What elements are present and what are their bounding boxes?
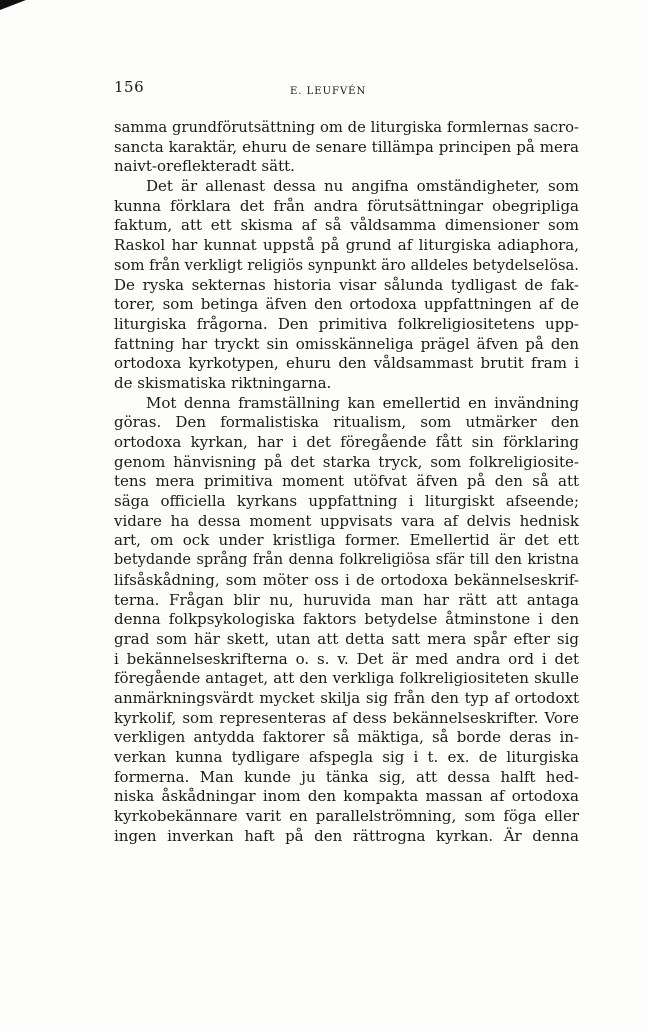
text-line: kyrkobekännare varit en parallelströmning, som föga eller [114,807,579,826]
text-line: ortodoxa kyrkotypen, ehuru den våldsammast brutit fram i [114,354,579,373]
page-number: 156 [114,78,145,96]
text-line: anmärkningsvärdt mycket skilja sig från den typ af ortodoxt [114,688,579,707]
text-line: ingen inverkan haft på den rättrogna kyrkan. Är denna [114,826,579,845]
text-line: ortodoxa kyrkan, har i det föregående fått sin förklaring [114,433,579,451]
text-line: Raskol har kunnat uppstå på grund af liturgiska adiaphora, [114,236,579,255]
text-line: genom hänvisning på det starka tryck, som folkreligiosite- [114,452,579,471]
text-line: de skismatiska riktningarna. [114,373,332,392]
text-line: verkligen antydda faktorer så mäktiga, så borde deras in- [114,728,579,747]
text-line: terna. Frågan blir nu, huruvida man har rätt att antaga [114,590,579,609]
text-line: göras. Den formalistiska ritualism, som utmärker den [114,413,579,432]
text-line: kunna förklara det från andra förutsättningar obegripliga [114,196,579,215]
text-line: faktum, att ett skisma af så våldsamma dimensioner som [114,216,579,235]
text-line: art, om ock under kristliga former. Emellertid är det ett [114,531,579,550]
text-line: tens mera primitiva moment utöfvat äfven på den så att [114,472,579,491]
running-head: E. LEUFVÉN [290,86,367,97]
text-line: formerna. Man kunde ju tänka sig, att dessa halft hed- [114,767,579,786]
text-line: verkan kunna tydligare afspegla sig i t. ex. de liturgiska [114,748,579,766]
text-line: betydande språng från denna folkreligiösa sfär till den kristna [114,552,579,569]
text-line: niska åskådningar inom den kompakta massan af ortodoxa [114,787,579,806]
text-line: grad som här skett, utan att detta satt mera spår efter sig [114,629,579,648]
text-line: De ryska sekternas historia visar sålunda tydligast de fak- [114,275,579,294]
body-text [114,118,579,846]
text-line: lifsåskådning, som möter oss i de ortodoxa bekännelseskrif- [114,570,579,589]
text-line: liturgiska frågorna. Den primitiva folkreligiositetens upp- [114,314,579,333]
text-line: vidare ha dessa moment uppvisats vara af delvis hednisk [114,511,579,530]
text-line: som från verkligt religiös synpunkt äro alldeles betydelselösa. [114,256,579,274]
text-line: samma grundförutsättning om de liturgiska formlernas sacro- [114,119,579,136]
text-line: Det är allenast dessa nu angifna omständigheter, som [146,177,579,196]
text-line: fattning har tryckt sin omisskänneliga prägel äfven på den [114,334,579,353]
text-line: sancta karaktär, ehuru de senare tillämpa principen på mera [114,137,579,156]
text-line: i bekännelseskrifterna o. s. v. Det är med andra ord i det [114,649,579,668]
text-line: naivt-oreflekteradt sätt. [114,157,295,176]
text-line: denna folkpsykologiska faktors betydelse åtminstone i den [114,610,579,629]
scan-corner-mark [0,0,26,10]
text-line: torer, som betinga äfven den ortodoxa uppfattningen af de [114,295,579,314]
text-line: Mot denna framställning kan emellertid en invändning [146,393,579,412]
text-line: föregående antaget, att den verkliga folkreligiositeten skulle [114,669,579,688]
text-line: säga officiella kyrkans uppfattning i liturgiskt afseende; [114,492,579,511]
text-line: kyrkolif, som representeras af dess bekännelseskrifter. Vore [114,708,579,727]
